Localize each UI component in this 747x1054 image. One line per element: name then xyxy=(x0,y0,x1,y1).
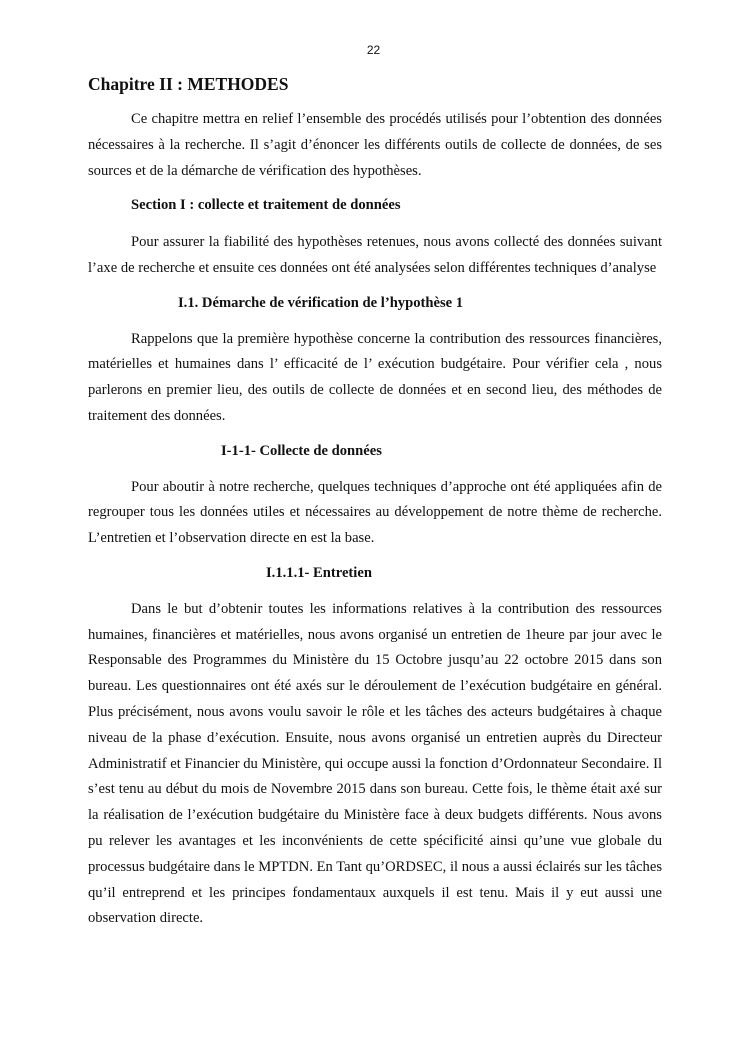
section-paragraph: Pour assurer la fiabilité des hypothèses retenues, nous avons collecté des données suivant l’axe de recherche et ensuite ces données ont été analysées selon différentes techniques d’analyse xyxy=(88,234,662,276)
page-content xyxy=(88,71,662,932)
chapter-intro-paragraph: Ce chapitre mettra en relief l’ensemble des procédés utilisés pour l’obtention des données nécessaires à la recherche. Il s’agit d’énoncer les différents outils de collecte de données, de ses sources et de la démarche de vérification des hypothèses. xyxy=(88,111,662,179)
subsection-heading-1-1: I.1. Démarche de vérification de l’hypothèse 1 xyxy=(178,294,464,311)
chapter-title: Chapitre II : METHODES xyxy=(88,74,289,94)
subsection-paragraph-1-1-1: Pour aboutir à notre recherche, quelques techniques d’approche ont été appliquées afin de regrouper tous les données utiles et nécessaires au développement de notre thème de recherche. L’entretien et l’observation directe en est la base. xyxy=(88,478,662,547)
subsection-heading-1-1-1-1: I.1.1.1- Entretien xyxy=(266,564,372,581)
section-heading: Section I : collecte et traitement de données xyxy=(131,197,401,214)
subsection-heading-1-1-1: I-1-1- Collecte de données xyxy=(221,442,382,459)
subsection-paragraph-1-1: Rappelons que la première hypothèse concerne la contribution des ressources financières, matérielles et humaines dans l’ efficacité de l’ exécution budgétaire. Pour vérifier cela , nous parlerons en premier lieu, des outils de collecte de données et en second lieu, des méthodes de traitement des données. xyxy=(88,330,662,424)
subsection-paragraph-1-1-1-1: Dans le but d’obtenir toutes les informations relatives à la contribution des ressources humaines, financières et matérielles, nous avons organisé un entretien de 1heure par jour avec le Responsable des Programmes du Ministère du 15 Octobre jusqu’au 22 octobre 2015 dans son bureau. Les questionnaires ont été axés sur le déroulement de l’exécution budgétaire en général. Plus précisément, nous avons voulu savoir le rôle et les tâches des acteurs budgétaires à chaque niveau de la phase d’exécution. Ensuite, nous avons organisé un entretien auprès du Directeur Administratif et Financier du Ministère, qui occupe aussi la fonction d’Ordonnateur Secondaire. Il s’est tenu au début du mois de Novembre 2015 dans son bureau. Cette fois, le thème était axé sur la réalisation de l’exécution budgétaire du Ministère face à deux budgets différents. Nous avons pu relever les avantages et les inconvénients de cette spécificité ainsi qu’une vue globale du processus budgétaire dans le MPTDN. En Tant qu’ORDSEC, il nous a aussi éclairés sur les tâches qu’il entreprend et les principes fondamentaux auxquels il est tenu. Mais il y eut aussi une observation directe. xyxy=(88,600,662,927)
page-number: 22 xyxy=(366,43,381,57)
